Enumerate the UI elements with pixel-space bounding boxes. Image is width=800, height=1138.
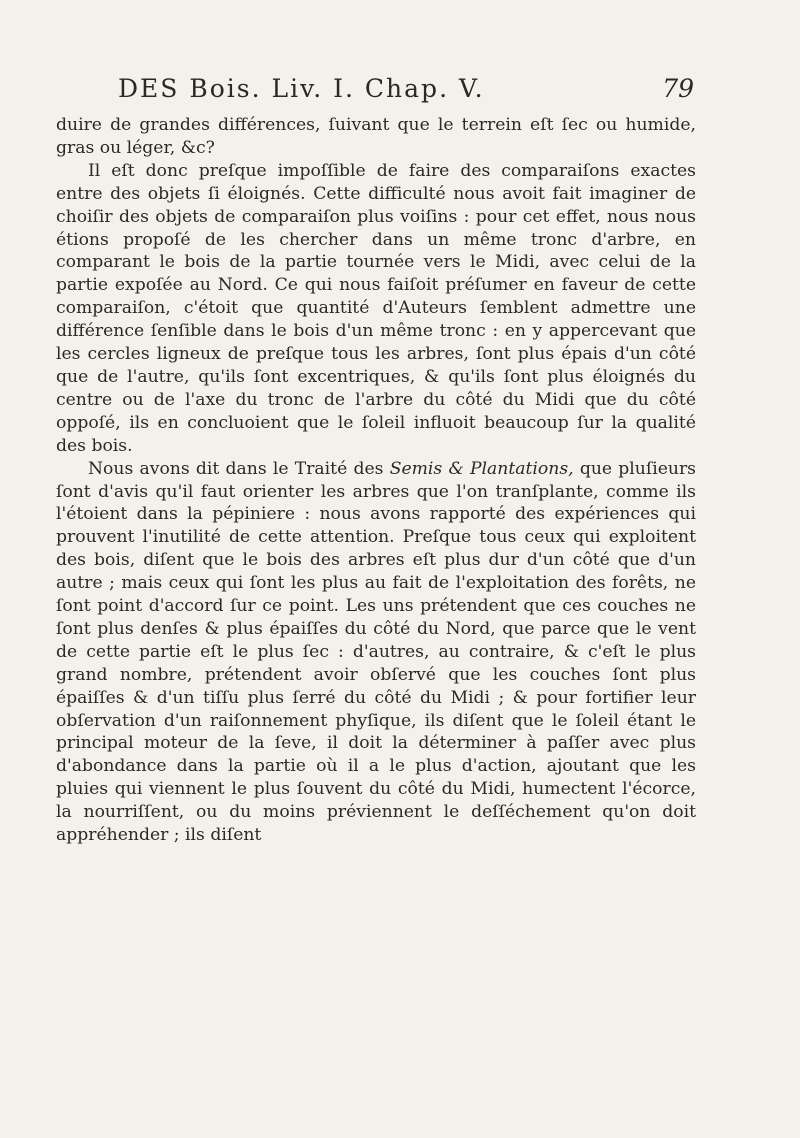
paragraph-orientation xyxy=(56,458,696,847)
page-number: 79 xyxy=(662,74,694,103)
paragraph-orientation-rest: que pluſieurs ſont d'avis qu'il faut orienter les arbres que l'on tranſplante, comme ils l'étoient dans la pépiniere : nous avons rapporté des expériences qui prouvent l'inutilité de cette attention. Preſque tous ceux qui exploitent des bois, diſent que le bois des arbres eſt plus dur d'un côté que d'un autre ; mais ceux qui ſont les plus au fait de l'exploitation des forêts, ne ſont point d'accord ſur ce point. Les uns prétendent que ces couches ne ſont plus denſes & plus épaiſſes du côté du Nord, que parce que le vent de cette partie eſt le plus ſec : d'autres, au contraire, & c'eſt le plus grand nombre, prétendent avoir obſervé que les couches ſont plus épaiſſes & d'un tiſſu plus ſerré du côté du Midi ; & pour fortifier leur obſervation d'un raiſonnement phyſique, ils diſent que le ſoleil étant le principal moteur de la ſeve, il doit la déterminer à paſſer avec plus d'abondance dans la partie où il a le plus d'action, ajoutant que les pluies qui viennent le plus ſouvent du côté du Midi, humectent l'écorce, la nourriſſent, ou du moins préviennent le deſſéchement qu'on doit appréhender ; ils diſent xyxy=(56,458,696,846)
running-head: DES Bois. Liv. I. Chap. V. xyxy=(118,74,485,103)
paragraph-orientation-start: Nous avons dit dans le Traité des xyxy=(88,458,390,479)
paragraph-continued: duire de grandes différences, ſuivant que le terrein eſt ſec ou humide, gras ou léger, &c? xyxy=(56,115,696,158)
treatise-title: Semis & Plantations, xyxy=(389,458,574,479)
paragraph-comparisons: Il eſt donc preſque impoſſible de faire des comparaiſons exactes entre des objets ſi éloignés. Cette difficulté nous avoit fait imaginer de choiſir des objets de comparaiſon plus voiſins : pour cet effet, nous nous étions propoſé de les chercher dans un même tronc d'arbre, en comparant le bois de la partie tournée vers le Midi, avec celui de la partie expoſée au Nord. Ce qui nous faiſoit préſumer en faveur de cette comparaiſon, c'étoit que quantité d'Auteurs ſemblent admettre une différence ſenſible dans le bois d'un même tronc : en y appercevant que les cercles ligneux de preſque tous les arbres, ſont plus épais d'un côté que de l'autre, qu'ils ſont excentriques, & qu'ils ſont plus éloignés du centre ou de l'axe du tronc de l'arbre du côté du Midi que du côté oppoſé, ils en concluoient que le ſoleil influoit beaucoup ſur la qualité des bois. xyxy=(56,160,696,456)
page-header xyxy=(118,74,694,110)
body-text xyxy=(56,114,696,847)
